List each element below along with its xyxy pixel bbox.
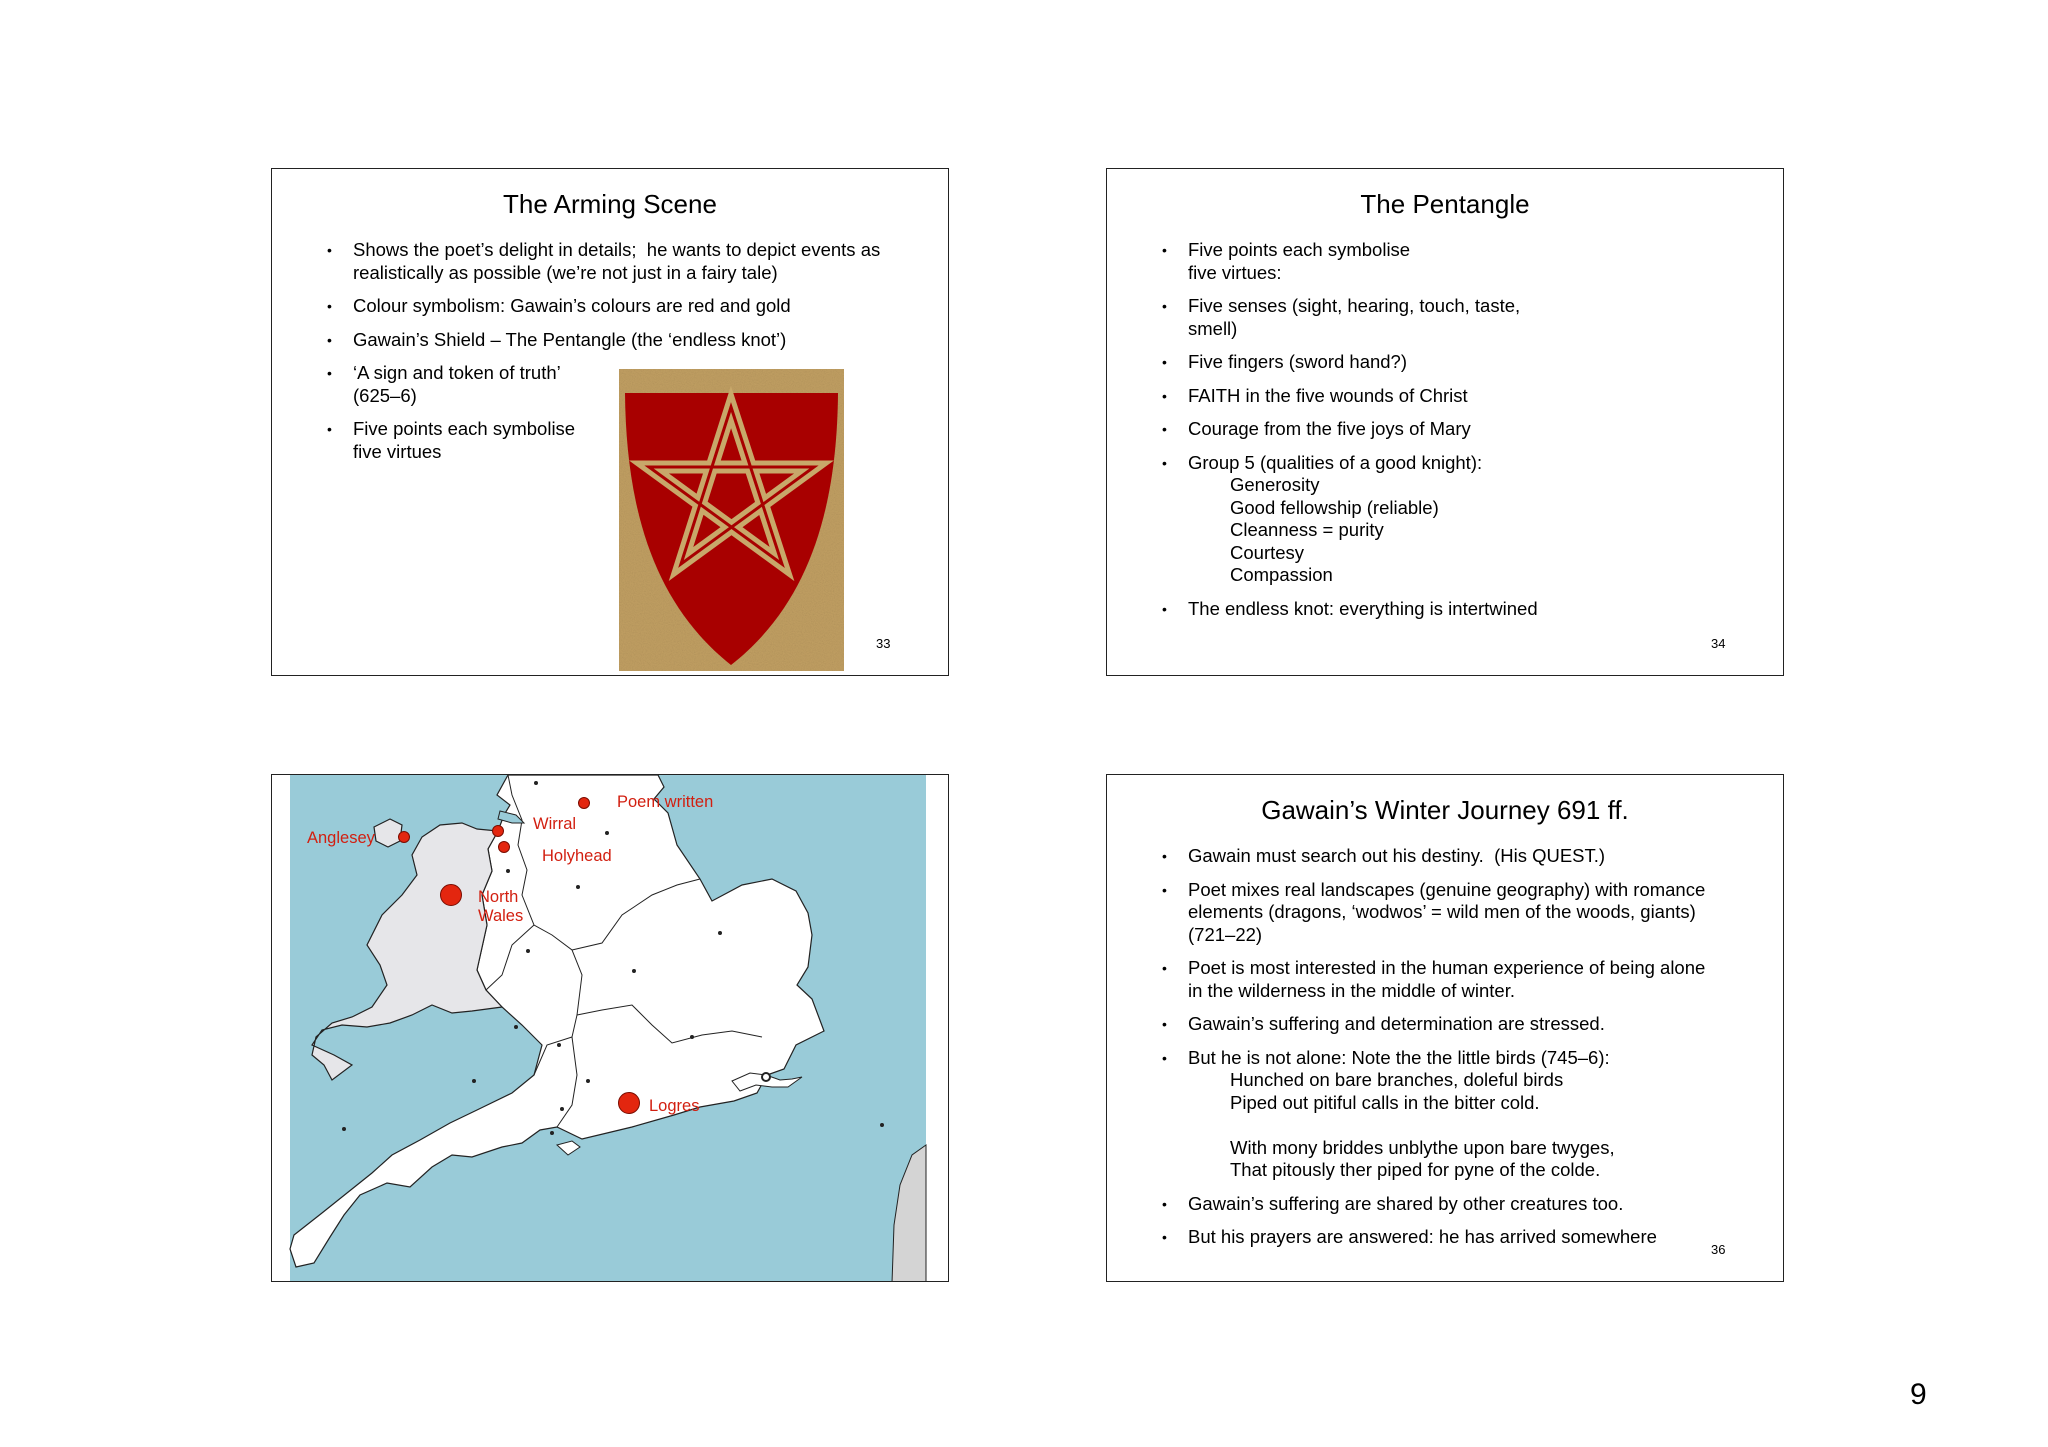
- list-item: • Colour symbolism: Gawain’s colours are red and gold: [327, 295, 927, 318]
- list-item: • Poet mixes real landscapes (genuine geography) with romance elements (dragons, ‘wodwos’ = wild men of the woods, giants) (721–22): [1162, 879, 1772, 947]
- slide-number: 34: [1711, 636, 1726, 651]
- marker-wirral: [493, 826, 504, 837]
- list-item: • But he is not alone: Note the the little birds (745–6): Hunched on bare branches, doleful birds Piped out pitiful calls in the bitter cold. With mony briddes unblythe upon bare twyges, That pitously ther piped for pyne of the colde.: [1162, 1047, 1772, 1182]
- page-number: 9: [1910, 1378, 1927, 1411]
- quote-line: That pitously ther piped for pyne of the colde.: [1230, 1159, 1601, 1180]
- list-item: • The endless knot: everything is intertwined: [1162, 598, 1762, 621]
- marker-logres: [619, 1093, 640, 1114]
- slide-number: 36: [1711, 1242, 1726, 1257]
- quote-line: [1188, 1114, 1772, 1137]
- quote-line: With mony briddes unblythe upon bare twyges,: [1230, 1136, 1615, 1158]
- slide-title: Gawain’s Winter Journey 691 ff.: [1261, 795, 1629, 825]
- map-label-wirral: Wirral: [533, 815, 577, 833]
- slide-title: The Arming Scene: [503, 189, 717, 219]
- virtue-item: Courtesy: [1230, 541, 1305, 563]
- virtue-item: Compassion: [1230, 564, 1333, 585]
- bullet-list: [1162, 239, 1762, 631]
- list-item: • Courage from the five joys of Mary: [1162, 418, 1762, 441]
- list-item: • Poet is most interested in the human experience of being alone in the wilderness in the middle of winter.: [1162, 957, 1772, 1002]
- slide-pentangle: [1106, 168, 1784, 676]
- quote-line: Hunched on bare branches, doleful birds: [1230, 1069, 1564, 1090]
- list-item: • Gawain must search out his destiny. (His QUEST.): [1162, 845, 1772, 868]
- list-item: • FAITH in the five wounds of Christ: [1162, 385, 1762, 408]
- marker-north-wales: [441, 885, 462, 906]
- list-item: • Five points each symbolise five virtues: [327, 418, 927, 463]
- list-item: • Gawain’s suffering are shared by other creatures too.: [1162, 1193, 1772, 1216]
- virtue-item: Generosity: [1230, 474, 1320, 495]
- list-item: • Five senses (sight, hearing, touch, taste, smell): [1162, 295, 1762, 340]
- map-label-north-wales: North Wales: [478, 888, 524, 925]
- quote-line: Piped out pitiful calls in the bitter cold.: [1230, 1091, 1540, 1113]
- bullet-list: [1162, 845, 1772, 1260]
- marker-anglesey: [399, 832, 410, 843]
- list-item: • Five fingers (sword hand?): [1162, 351, 1762, 374]
- marker-poem-written: [579, 798, 590, 809]
- virtue-item: Cleanness = purity: [1230, 519, 1384, 540]
- slide-map: [271, 774, 949, 1282]
- map-label-poem-written: Poem written: [617, 793, 714, 811]
- pentangle-shield-icon: [619, 369, 844, 671]
- slide-arming-scene: [271, 168, 949, 676]
- list-item: • ‘A sign and token of truth’ (625–6): [327, 362, 927, 407]
- map-label-logres: Logres: [649, 1097, 700, 1115]
- list-item: • Gawain’s suffering and determination are stressed.: [1162, 1013, 1772, 1036]
- map-label-holyhead: Holyhead: [542, 847, 612, 865]
- list-item: • Shows the poet’s delight in details; he wants to depict events as realistically as possible (we’re not just in a fairy tale): [327, 239, 927, 284]
- virtue-item: Good fellowship (reliable): [1230, 496, 1439, 518]
- slide-number: 33: [876, 636, 891, 651]
- marker-holyhead: [499, 842, 510, 853]
- list-item: • Group 5 (qualities of a good knight): Generosity Good fellowship (reliable) Cleanness = purity Courtesy Compassion: [1162, 452, 1762, 587]
- slide-title: The Pentangle: [1360, 189, 1530, 219]
- map-label-anglesey: Anglesey: [307, 829, 375, 847]
- list-item: • Five points each symbolise five virtues:: [1162, 239, 1762, 284]
- list-item: • Gawain’s Shield – The Pentangle (the ‘endless knot’): [327, 329, 927, 352]
- slide-winter-journey: [1106, 774, 1784, 1282]
- list-item: • But his prayers are answered: he has arrived somewhere: [1162, 1226, 1772, 1249]
